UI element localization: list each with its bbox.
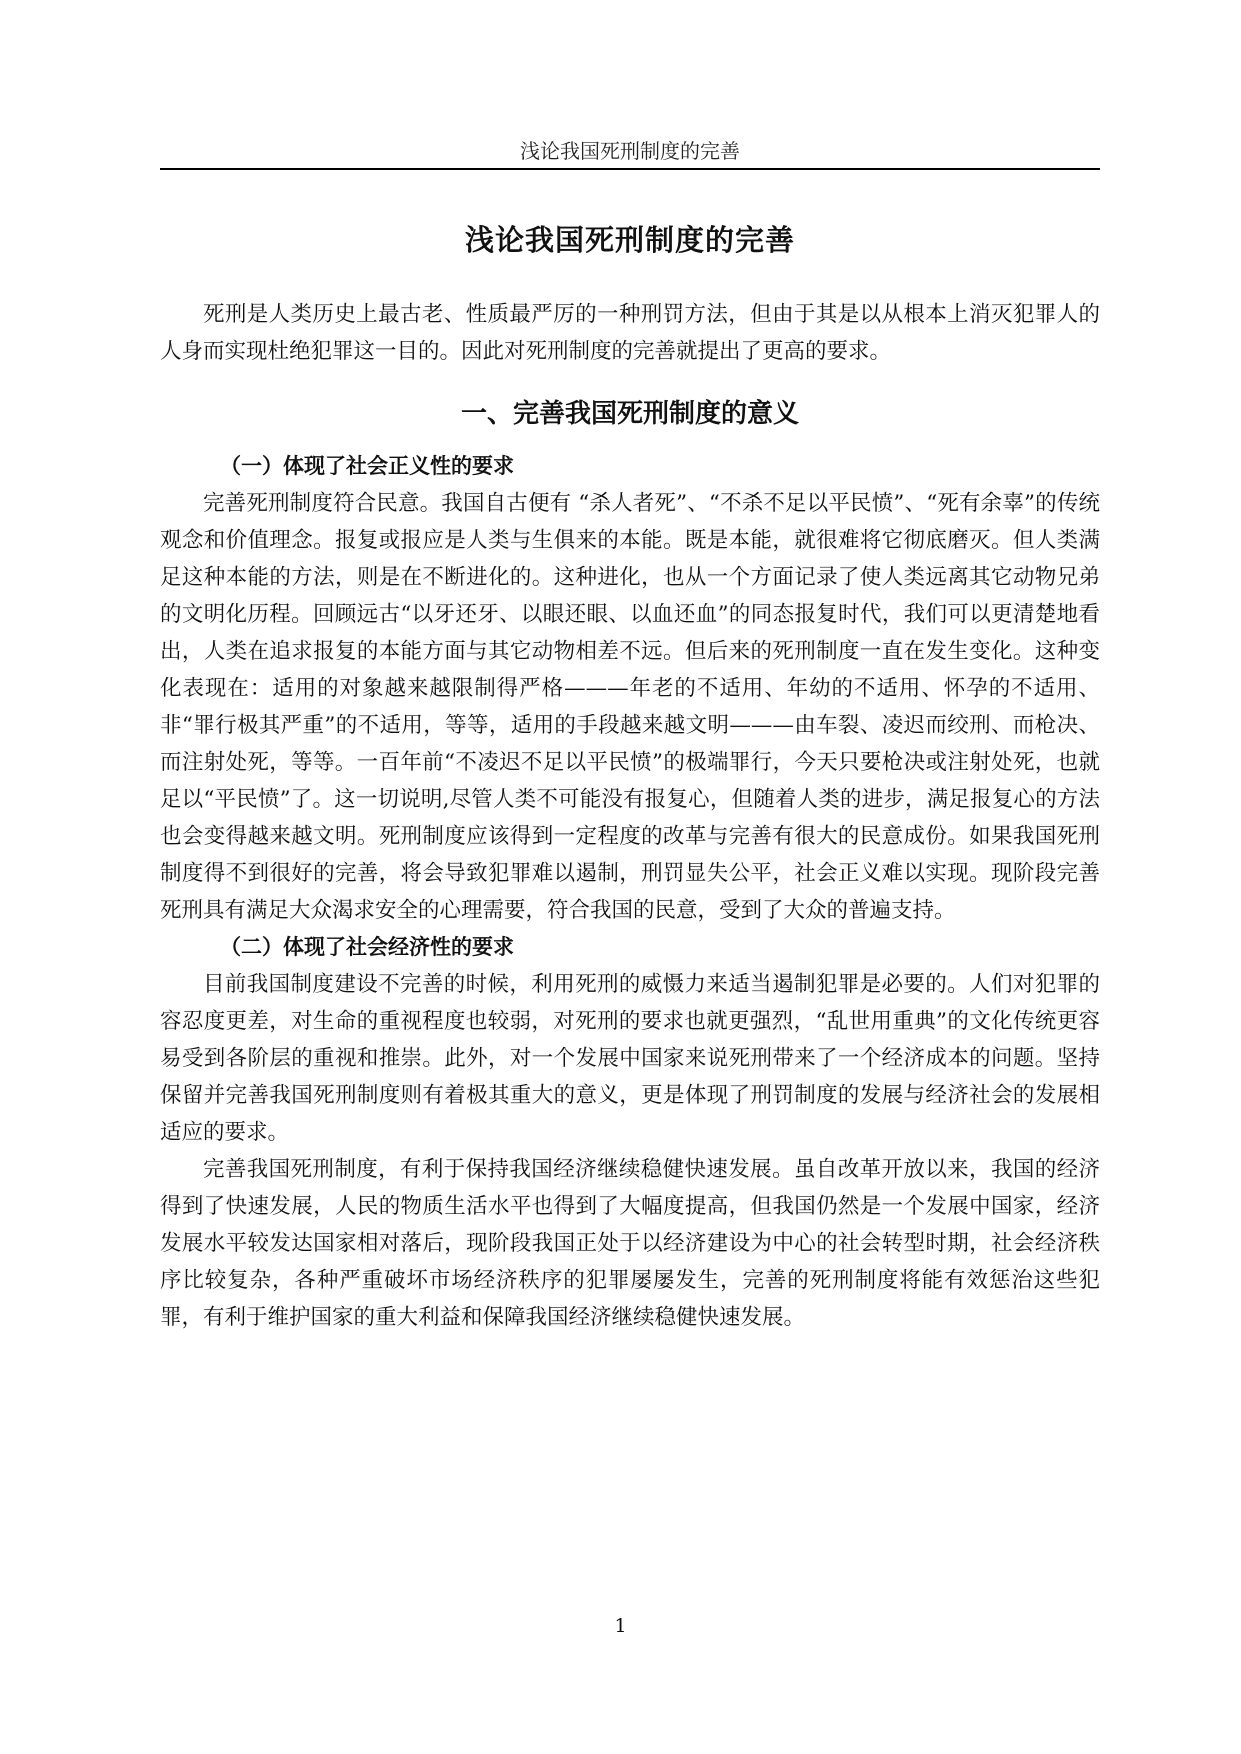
section-heading-1: 一、完善我国死刑制度的意义	[460, 399, 799, 429]
header-rule	[160, 168, 1100, 170]
running-header: 浅论我国死刑制度的完善	[520, 139, 740, 163]
subsection-2-paragraph-1: 目前我国制度建设不完善的时候，利用死刑的威慑力来适当遏制犯罪是必要的。人们对犯罪的容忍度更差，对生命的重视程度也较弱，对死刑的要求也就更强烈，“乱世用重典”的文化传统更容易受到各阶层的重视和推崇。此外，对一个发展中国家来说死刑带来了一个经济成本的问题。坚持保留并完善我国死刑制度则有着极其重大的意义，更是体现了刑罚制度的发展与经济社会的发展相适应的要求。	[160, 972, 1100, 1145]
document-title: 浅论我国死刑制度的完善	[464, 223, 795, 257]
subsection-1-paragraph: 完善死刑制度符合民意。我国自古便有 “杀人者死”、“不杀不足以平民愤”、“死有余辜”的传统观念和价值理念。报复或报应是人类与生俱来的本能。既是本能，就很难将它彻底磨灭。但人类满足这种本能的方法，则是在不断进化的。这种进化，也从一个方面记录了使人类远离其它动物兄弟的文明化历程。回顾远古“以牙还牙、以眼还眼、以血还血”的同态报复时代，我们可以更清楚地看出，人类在追求报复的本能方面与其它动物相差不远。但后来的死刑制度一直在发生变化。这种变化表现在：适用的对象越来越限制得严格———年老的不适用、年幼的不适用、怀孕的不适用、非“罪行极其严重”的不适用，等等，适用的手段越来越文明———由车裂、凌迟而绞刑、而枪决、而注射处死，等等。一百年前“不凌迟不足以平民愤”的极端罪行，今天只要枪决或注射处死，也就足以“平民愤”了。这一切说明,尽管人类不可能没有报复心，但随着人类的进步，满足报复心的方法也会变得越来越文明。死刑制度应该得到一定程度的改革与完善有很大的民意成份。如果我国死刑制度得不到很好的完善，将会导致犯罪难以遏制，刑罚显失公平，社会正义难以实现。现阶段完善死刑具有满足大众渴求安全的心理需要，符合我国的民意，受到了大众的普遍支持。	[160, 491, 1100, 923]
intro-paragraph: 死刑是人类历史上最古老、性质最严厉的一种刑罚方法，但由于其是以从根本上消灭犯罪人的人身而实现杜绝犯罪这一目的。因此对死刑制度的完善就提出了更高的要求。	[160, 302, 1100, 364]
page-number: 1	[614, 1615, 627, 1637]
subsection-heading-1: （一）体现了社会正义性的要求	[220, 454, 514, 478]
subsection-heading-2: （二）体现了社会经济性的要求	[220, 935, 514, 959]
document-body	[160, 218, 1100, 1336]
subsection-2-paragraph-2: 完善我国死刑制度，有利于保持我国经济继续稳健快速发展。虽自改革开放以来，我国的经济得到了快速发展，人民的物质生活水平也得到了大幅度提高，但我国仍然是一个发展中国家，经济发展水平较发达国家相对落后，现阶段我国正处于以经济建设为中心的社会转型时期，社会经济秩序比较复杂，各种严重破坏市场经济秩序的犯罪屡屡发生，完善的死刑制度将能有效惩治这些犯罪，有利于维护国家的重大利益和保障我国经济继续稳健快速发展。	[160, 1157, 1100, 1330]
